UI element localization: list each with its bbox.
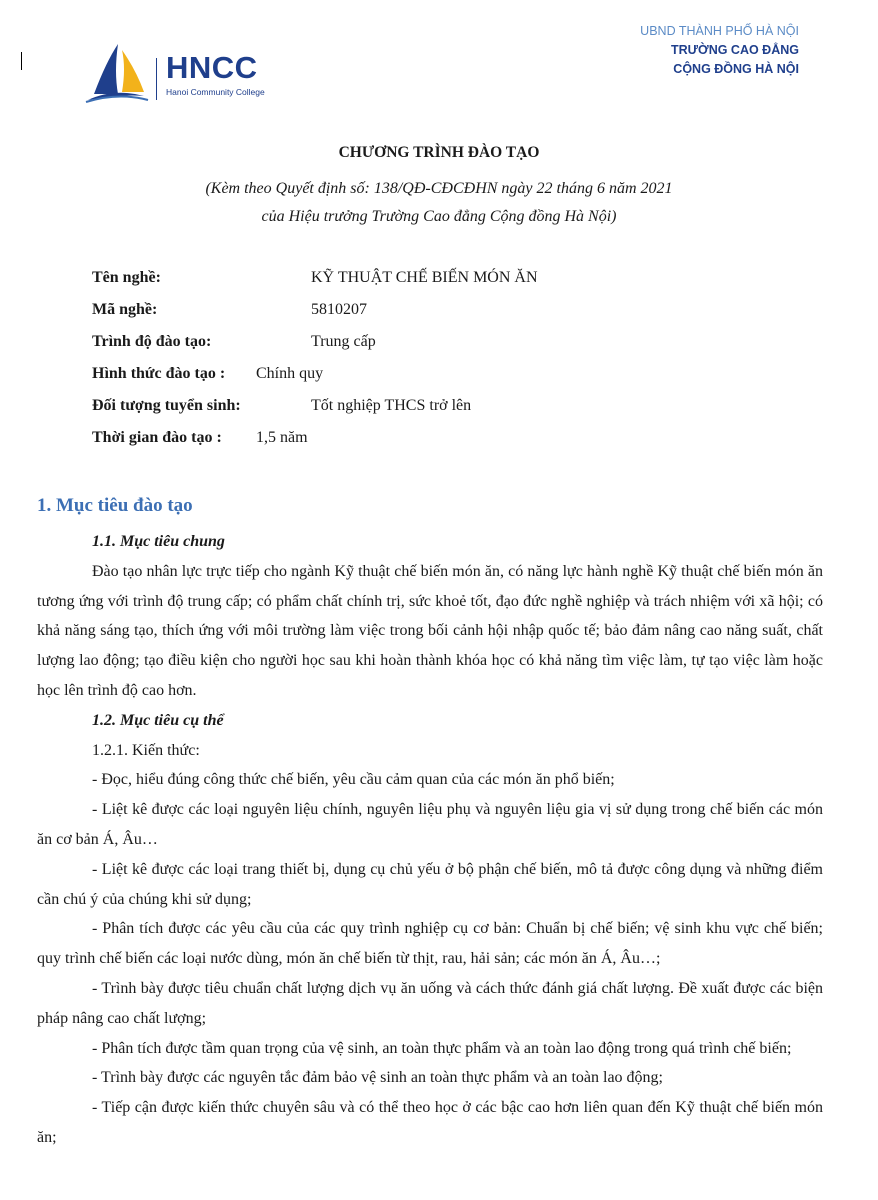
logo-divider <box>156 58 157 100</box>
subsection-heading-specific: 1.2. Mục tiêu cụ thể <box>92 711 224 729</box>
info-row-audience <box>92 390 792 422</box>
info-row-level <box>92 326 792 358</box>
org-line-3: CỘNG ĐỒNG HÀ NỘI <box>673 62 799 76</box>
section-heading: 1. Mục tiêu đào tạo <box>37 495 193 516</box>
logo-subtitle: Hanoi Community College <box>166 87 265 97</box>
info-label: Trình độ đào tạo: <box>92 333 212 350</box>
subtitle-line-1: (Kèm theo Quyết định số: 138/QĐ-CĐCĐHN ngày 22 tháng 6 năm 2021 <box>205 180 673 197</box>
org-line-1: UBND THÀNH PHỐ HÀ NỘI <box>640 24 799 38</box>
document-title: CHƯƠNG TRÌNH ĐÀO TẠO <box>338 144 540 161</box>
info-row-code <box>92 294 792 326</box>
paragraph-general-goal: Đào tạo nhân lực trực tiếp cho ngành Kỹ thuật chế biến món ăn, có năng lực hành nghề Kỹ thuật chế biến món ăn tương ứng với trình độ trung cấp; có phẩm chất chính trị, sức khoẻ tốt, đạo đức nghề nghiệp và trách nhiệm với xã hội; có khả năng sáng tạo, thích ứng với môi trường làm việc trong bối cảnh hội nhập quốc tế; bảo đảm nâng cao năng suất, chất lượng lao động; tạo điều kiện cho người học sau khi hoàn thành khóa học có khả năng tìm việc làm, tự tạo việc làm hoặc học lên trình độ cao hơn. <box>37 562 823 699</box>
knowledge-item: - Phân tích được tầm quan trọng của vệ sinh, an toàn thực phẩm và an toàn lao động trong quá trình chế biến; <box>92 1039 792 1057</box>
knowledge-item: - Liệt kê được các loại nguyên liệu chính, nguyên liệu phụ và nguyên liệu gia vị sử dụng trong chế biến các món ăn cơ bản Á, Âu… <box>37 801 823 848</box>
info-label: Mã nghề: <box>92 301 158 318</box>
info-row-name <box>92 262 792 294</box>
text-cursor <box>21 52 22 70</box>
info-label: Hình thức đào tạo : <box>92 365 226 382</box>
knowledge-item: - Phân tích được các yêu cầu của các quy trình nghiệp cụ cơ bản: Chuẩn bị chế biến; vệ sinh khu vực chế biến; quy trình chế biến các loại nước dùng, món ăn chế biến từ thịt, rau, hải sản; các món ăn Á, Âu…; <box>37 920 823 968</box>
info-value: 5810207 <box>311 301 367 318</box>
organization-header <box>640 22 799 79</box>
subtitle-line-2: của Hiệu trưởng Trường Cao đẳng Cộng đồng Hà Nội) <box>261 208 617 225</box>
info-value: Chính quy <box>256 365 324 382</box>
info-row-duration <box>92 422 792 454</box>
knowledge-item: - Liệt kê được các loại trang thiết bị, dụng cụ chủ yếu ở bộ phận chế biến, mô tả được công dụng và những điểm cần chú ý của chúng khi sử dụng; <box>37 860 823 908</box>
info-value: Trung cấp <box>311 333 376 350</box>
info-value: 1,5 năm <box>256 429 308 446</box>
info-label: Đối tượng tuyển sinh: <box>92 397 241 414</box>
info-row-form <box>92 358 792 390</box>
subsection-heading-general: 1.1. Mục tiêu chung <box>92 533 225 550</box>
program-info <box>92 262 792 454</box>
knowledge-item: - Trình bày được tiêu chuẩn chất lượng dịch vụ ăn uống và cách thức đánh giá chất lượng. Đề xuất được các biện pháp nâng cao chất lượng; <box>37 979 823 1027</box>
section-body <box>37 527 823 1153</box>
info-value: KỸ THUẬT CHẾ BIẾN MÓN ĂN <box>311 269 538 286</box>
document-subtitle <box>0 175 878 231</box>
knowledge-heading: 1.2.1. Kiến thức: <box>92 741 200 759</box>
info-value: Tốt nghiệp THCS trở lên <box>311 397 472 414</box>
knowledge-item: - Tiếp cận được kiến thức chuyên sâu và có thể theo học ở các bậc cao hơn liên quan đến Kỹ thuật chế biến món ăn; <box>37 1099 823 1146</box>
knowledge-item: - Đọc, hiểu đúng công thức chế biến, yêu cầu cảm quan của các món ăn phổ biến; <box>92 771 615 789</box>
info-label: Thời gian đào tạo : <box>92 429 222 446</box>
logo-wordmark: HNCC <box>166 50 258 85</box>
knowledge-item: - Trình bày được các nguyên tắc đảm bảo vệ sinh an toàn thực phẩm và an toàn lao động; <box>92 1069 663 1087</box>
org-line-2: TRƯỜNG CAO ĐẲNG <box>671 43 799 57</box>
info-label: Tên nghề: <box>92 269 161 286</box>
